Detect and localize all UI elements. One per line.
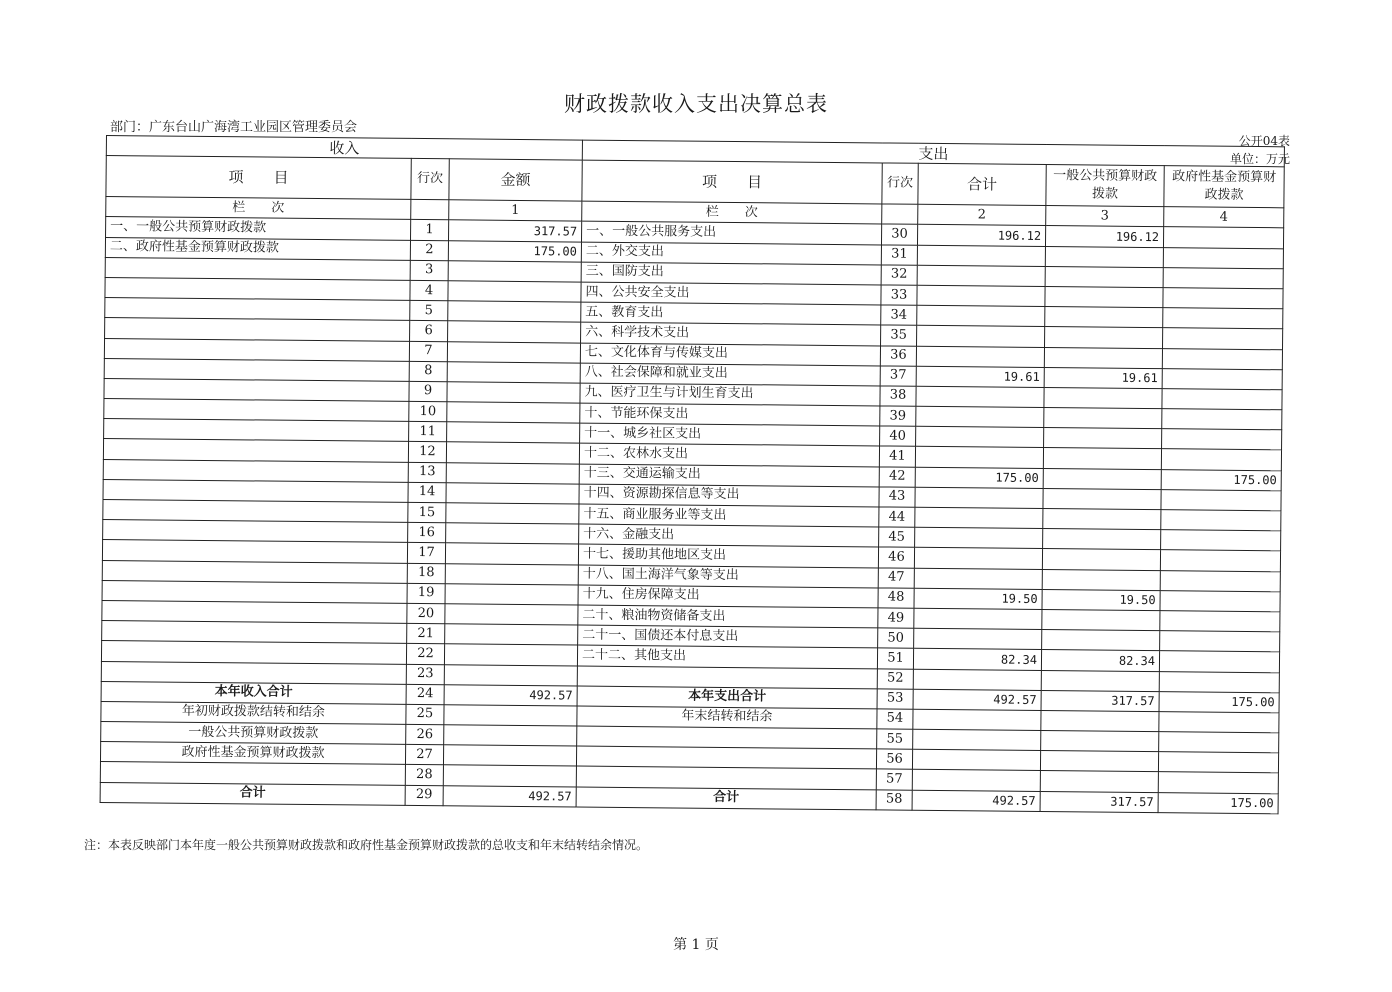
income-item-cell: 本年收入合计 [101,681,406,704]
expense-general-fund-cell [1043,448,1161,469]
table-note: 注：本表反映部门本年度一般公共预算财政拨款和政府性基金预算财政拨款的总收支和年末结转结余情况。 [84,838,649,852]
general-col-number: 3 [1046,206,1164,227]
income-item-cell: 年初财政拨款结转和结余 [101,701,406,724]
expense-general-fund-cell [1042,549,1160,570]
form-number: 公开04表 [1238,134,1290,148]
expense-item-cell: 九、医疗卫生与计划生育支出 [580,383,880,406]
income-amount-cell [445,543,578,564]
income-amount-cell [445,604,578,625]
expense-general-fund-cell: 19.61 [1044,367,1162,388]
expense-general-fund-cell [1045,327,1163,348]
expense-gov-fund-cell [1162,409,1282,430]
income-line-cell: 8 [409,361,447,382]
expense-total-cell [915,487,1043,508]
expense-gov-fund-cell [1162,429,1282,450]
expense-line-cell: 47 [878,567,914,588]
income-line-cell: 13 [408,462,446,483]
expense-item-cell: 一、一般公共服务支出 [582,221,882,244]
income-amount-cell [447,361,580,382]
expense-total-cell [917,265,1045,286]
expense-total-cell [915,447,1043,468]
income-item-header: 项 目 [106,156,411,200]
expense-line-cell: 50 [878,628,914,649]
income-line-cell: 29 [405,785,443,806]
expense-general-fund-cell [1044,387,1162,408]
expense-general-fund-cell [1040,751,1158,772]
income-amount-cell [444,664,577,685]
income-line-cell: 9 [409,381,447,402]
expense-general-fund-cell: 317.57 [1041,690,1159,711]
gov-fund-header: 政府性基金预算财政拨款 [1164,166,1284,208]
expense-general-fund-cell [1045,307,1163,328]
income-line-label-blank [411,200,449,221]
expense-total-cell [913,709,1041,730]
expense-gov-fund-cell [1158,752,1278,773]
income-line-cell: 19 [407,583,445,604]
income-line-cell: 15 [408,502,446,523]
expense-item-cell: 七、文化体育与传媒支出 [580,343,880,366]
income-line-cell: 2 [410,240,448,261]
income-amount-cell [448,261,581,282]
expense-line-cell: 43 [879,487,915,508]
expense-line-cell: 45 [879,527,915,548]
income-amount-cell [446,442,579,463]
income-line-cell: 4 [410,280,448,301]
expense-gov-fund-cell [1159,712,1279,733]
expense-gov-fund-cell [1160,611,1280,632]
expense-item-cell: 十、节能环保支出 [580,403,880,426]
expense-line-cell: 35 [881,325,917,346]
income-amount-cell [448,301,581,322]
expense-line-cell: 49 [878,608,914,629]
expense-total-cell: 175.00 [915,467,1043,488]
expense-item-cell [576,746,876,769]
income-line-cell: 10 [409,401,447,422]
income-line-cell: 27 [405,745,443,766]
expense-gov-fund-cell [1161,510,1281,531]
expense-line-cell: 34 [881,305,917,326]
income-item-cell: 一、一般公共预算财政拨款 [106,217,411,240]
income-line-cell: 7 [409,341,447,362]
expense-total-cell [917,285,1045,306]
expense-general-fund-cell [1045,266,1163,287]
expense-line-cell: 32 [881,265,917,286]
income-amount-header: 金额 [449,159,582,201]
expense-line-cell: 36 [880,345,916,366]
income-item-cell: 二、政府性基金预算财政拨款 [105,237,410,260]
expense-item-header: 项 目 [582,160,882,204]
expense-item-cell: 八、社会保障和就业支出 [580,363,880,386]
expense-line-cell: 33 [881,285,917,306]
income-amount-cell [443,765,576,786]
income-amount-cell [447,382,580,403]
income-line-cell: 28 [405,765,443,786]
income-line-cell: 23 [406,664,444,685]
expense-line-cell: 54 [877,709,913,730]
expense-total-cell [915,507,1043,528]
expense-item-cell: 十六、金融支出 [579,524,879,547]
income-line-cell: 5 [410,301,448,322]
income-amount-cell: 175.00 [448,240,581,261]
expense-gov-fund-cell [1160,570,1280,591]
income-line-cell: 3 [410,260,448,281]
expense-total-cell [917,245,1045,266]
expense-line-cell: 53 [877,689,913,710]
expense-line-cell: 37 [880,366,916,387]
expense-general-fund-cell [1041,710,1159,731]
expense-gov-fund-cell: 175.00 [1158,792,1278,813]
expense-total-cell: 492.57 [912,790,1040,811]
expense-total-header: 合计 [918,163,1046,205]
income-amount-cell [445,584,578,605]
expense-general-fund-cell [1043,468,1161,489]
income-line-cell: 18 [407,563,445,584]
income-line-cell: 20 [407,603,445,624]
income-line-cell: 26 [406,724,444,745]
expense-item-cell [576,766,876,789]
expense-gov-fund-cell [1159,651,1279,672]
expense-total-cell: 196.12 [917,225,1045,246]
expense-item-cell: 十七、援助其他地区支出 [578,544,878,567]
expense-general-fund-cell [1044,347,1162,368]
expense-general-fund-cell: 19.50 [1042,589,1160,610]
expense-line-cell: 44 [879,507,915,528]
expense-total-cell [914,628,1042,649]
expense-total-cell [917,326,1045,347]
expense-line-cell: 40 [880,426,916,447]
expense-line-cell: 41 [879,446,915,467]
expense-item-cell: 十九、住房保障支出 [578,585,878,608]
expense-section-header: 支出 [582,140,1284,167]
expense-general-fund-cell [1045,246,1163,267]
expense-gov-fund-cell [1163,308,1283,329]
expense-item-cell: 二十、粮油物资储备支出 [578,605,878,628]
expense-total-cell [916,346,1044,367]
income-amount-cell [447,422,580,443]
income-amount-cell [446,462,579,483]
expense-gov-fund-cell [1163,227,1283,248]
page-number: 第 1 页 [673,937,719,953]
expense-total-cell [917,305,1045,326]
expense-total-cell: 82.34 [913,649,1041,670]
expense-column-label: 栏 次 [582,201,882,224]
expense-item-cell: 二、外交支出 [581,242,881,265]
expense-item-cell: 二十一、国债还本付息支出 [578,625,878,648]
expense-total-cell: 19.61 [916,366,1044,387]
department-label: 部门：广东台山广海湾工业园区管理委员会 [110,120,358,135]
expense-general-fund-cell [1041,731,1159,752]
income-amount-cell [445,624,578,645]
expense-general-fund-cell [1043,509,1161,530]
income-line-cell: 22 [406,644,444,665]
page-title: 财政拨款收入支出决算总表 [564,92,828,116]
income-col-number: 1 [449,200,582,221]
income-line-cell: 17 [407,543,445,564]
income-item-cell: 政府性基金预算财政拨款 [100,742,405,765]
expense-item-cell [577,726,877,749]
total-col-number: 2 [918,204,1046,225]
income-line-cell: 25 [406,704,444,725]
expense-general-fund-cell: 317.57 [1040,791,1158,812]
expense-line-header: 行次 [882,163,918,204]
fund-col-number: 4 [1164,207,1284,228]
expense-gov-fund-cell [1159,732,1279,753]
expense-general-fund-cell [1044,428,1162,449]
expense-line-cell: 31 [881,245,917,266]
expense-line-cell: 30 [882,224,918,245]
expense-general-fund-cell [1045,286,1163,307]
expense-gov-fund-cell [1160,550,1280,571]
expense-total-cell [916,386,1044,407]
income-line-cell: 24 [406,684,444,705]
expense-total-cell: 492.57 [913,689,1041,710]
income-amount-cell [443,745,576,766]
expense-item-cell: 合计 [576,787,876,810]
income-amount-cell [447,402,580,423]
income-column-label: 栏 次 [106,197,411,220]
expense-item-cell: 二十二、其他支出 [577,645,877,668]
expense-item-cell: 十四、资源勘探信息等支出 [579,484,879,507]
income-line-cell: 6 [410,321,448,342]
income-line-cell: 14 [408,482,446,503]
expense-gov-fund-cell [1163,288,1283,309]
expense-line-cell: 51 [877,648,913,669]
expense-gov-fund-cell: 175.00 [1159,691,1279,712]
expense-item-cell: 五、教育支出 [581,302,881,325]
expense-total-cell [913,729,1041,750]
general-fund-header: 一般公共预算财政拨款 [1046,165,1164,207]
expense-general-fund-cell [1043,529,1161,550]
expense-total-cell [916,406,1044,427]
expense-gov-fund-cell [1159,671,1279,692]
expense-line-cell: 57 [876,769,912,790]
expense-line-cell: 39 [880,406,916,427]
income-line-cell: 12 [408,442,446,463]
expense-item-cell: 四、公共安全支出 [581,282,881,305]
expense-line-cell: 48 [878,588,914,609]
income-item-cell: 合计 [100,782,405,805]
income-amount-cell [446,523,579,544]
expense-gov-fund-cell: 175.00 [1161,469,1281,490]
expense-gov-fund-cell [1163,267,1283,288]
income-amount-cell: 492.57 [444,684,577,705]
expense-line-cell: 56 [876,749,912,770]
expense-item-cell: 年末结转和结余 [577,706,877,729]
expense-general-fund-cell [1043,488,1161,509]
income-amount-cell [448,281,581,302]
expense-gov-fund-cell [1160,631,1280,652]
expense-line-cell: 42 [879,467,915,488]
expense-item-cell: 十二、农林水支出 [579,443,879,466]
expense-general-fund-cell [1040,771,1158,792]
expense-item-cell: 十三、交通运输支出 [579,464,879,487]
expense-total-cell [912,770,1040,791]
expense-general-fund-cell [1044,408,1162,429]
expense-gov-fund-cell [1163,328,1283,349]
expense-total-cell [912,750,1040,771]
income-amount-cell [446,503,579,524]
expense-total-cell [913,669,1041,690]
expense-general-fund-cell [1042,609,1160,630]
expense-general-fund-cell [1042,569,1160,590]
income-item-cell: 一般公共预算财政拨款 [101,722,406,745]
expense-item-cell: 本年支出合计 [577,686,877,709]
income-amount-cell [448,321,581,342]
expense-gov-fund-cell [1162,348,1282,369]
budget-table [100,135,1285,814]
expense-item-cell: 十五、商业服务业等支出 [579,504,879,527]
income-line-cell: 11 [409,422,447,443]
income-line-cell: 21 [407,624,445,645]
expense-total-cell [914,568,1042,589]
expense-total-cell [915,527,1043,548]
expense-general-fund-cell [1042,630,1160,651]
expense-line-cell: 38 [880,386,916,407]
income-amount-cell [444,725,577,746]
income-amount-cell [444,705,577,726]
unit-label: 单位：万元 [1229,152,1290,166]
expense-item-cell: 六、科学技术支出 [581,322,881,345]
income-section-header: 收入 [106,136,582,161]
expense-gov-fund-cell [1162,389,1282,410]
expense-gov-fund-cell [1163,247,1283,268]
income-amount-cell [447,341,580,362]
expense-general-fund-cell [1041,670,1159,691]
expense-line-cell: 55 [877,729,913,750]
expense-item-cell: 十八、国土海洋气象等支出 [578,565,878,588]
expense-total-cell: 19.50 [914,588,1042,609]
expense-total-cell [916,427,1044,448]
expense-gov-fund-cell [1158,772,1278,793]
expense-gov-fund-cell [1162,368,1282,389]
expense-line-cell: 58 [876,790,912,811]
expense-item-cell: 三、国防支出 [581,262,881,285]
expense-gov-fund-cell [1161,489,1281,510]
expense-item-cell: 十一、城乡社区支出 [580,423,880,446]
income-amount-cell: 492.57 [443,785,576,806]
expense-gov-fund-cell [1160,590,1280,611]
expense-line-label-blank [882,204,918,225]
expense-total-cell [914,548,1042,569]
income-line-cell: 1 [411,220,449,241]
expense-item-cell [577,666,877,689]
income-line-header: 行次 [411,159,449,200]
expense-gov-fund-cell [1161,449,1281,470]
expense-line-cell: 46 [878,547,914,568]
expense-line-cell: 52 [877,668,913,689]
expense-general-fund-cell: 82.34 [1041,650,1159,671]
expense-gov-fund-cell [1161,530,1281,551]
income-line-cell: 16 [408,523,446,544]
income-amount-cell [446,483,579,504]
expense-total-cell [914,608,1042,629]
income-amount-cell: 317.57 [449,220,582,241]
income-amount-cell [445,563,578,584]
expense-general-fund-cell: 196.12 [1045,226,1163,247]
income-amount-cell [444,644,577,665]
